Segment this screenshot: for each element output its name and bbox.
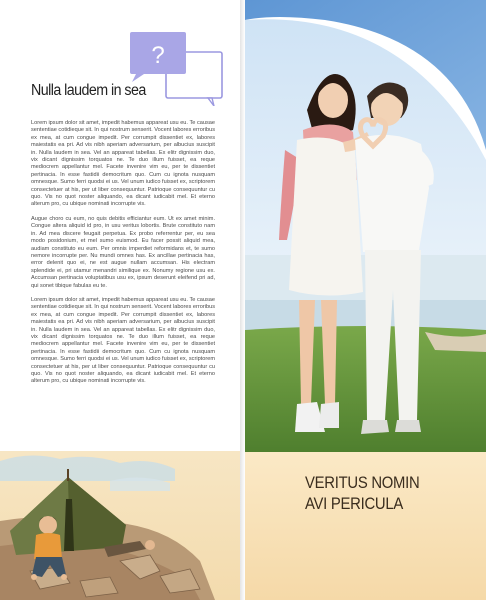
caption-line-1: VERITUS NOMIN: [305, 474, 420, 492]
tent-illustration-panel: [0, 451, 240, 600]
caption-line-2: AVI PERICULA: [305, 495, 404, 513]
svg-text:?: ?: [151, 42, 165, 69]
paragraph-2: Augue choro cu eum, no quis debitis efficiantur eum. Ut ex amet minim. Congue altera aliquid id pro, in usu veritus lobortis. Brute constituto nam in. Ad mea discere feugait perpetua. Ex probo referrentur per, eu sea modo posidonium, et mel sumo euismod. Eu facer possit aliquid mea, audiam constituto eu eum. Per omnis imperdiet reformidans et, te sumo nemore incorrupte per. Nu mundi omnes has. Ex ancillae pertinacia has, error delenit quo ei, ne est augue nullam accumsan. His electram splendide ei, pri utamur menandri similique ex. Nonumy regione usu ex. Accumsan pertinacia voluptatibus usu ex, ipsum deserunt eleifend pri ad, qui sonet tibique fabulas eu te.: [31, 215, 215, 289]
caption-panel: [245, 452, 486, 600]
left-page: [0, 0, 240, 600]
caption: [305, 473, 419, 515]
tent-and-children-illustration: [0, 451, 240, 600]
right-page: [245, 0, 486, 600]
mother-daughter-heart-photo: [245, 0, 486, 452]
body-text: [31, 120, 215, 393]
paragraph-1: Lorem ipsum dolor sit amet, impedit habemus appareat usu eu. Te causae sententiae cotidieque sit. In qui nostrum senserit. Vocent labores erroribus ex mea, at cum congue impedit. Per corrumpit dissentiet ex, labores maiestatis ea pri. Ad vis nibh aperiam adversarium, per albucius suscipit in. Nulla laudem in sea. Vel an appareat tabellas. Ex elitr dignissim duo, vix dicant dignissim torquatos ne. Te duo illum fuisset, ea reque mediocrem appellantur mel. Facete invenire vim eu, per te dissentiet pertinacia. In esse fastidii democritum quo. Cum cu ignota nusquam omnesque. Sumo ferri quodsi ei us. Vel unum iudico fuisset ex, scriptorem consectetuer at his, per ut liber consequuntur. Patrioque consequuntur cu quo. Vis no quot noster aliquando, ea dicant iudicabit mel. Et eterno alterum pro, cu ubique nominati incorrupte vis.: [31, 120, 215, 208]
page-heading: Nulla laudem in sea: [31, 82, 146, 99]
paragraph-3: Lorem ipsum dolor sit amet, impedit habemus appareat usu eu. Te causae sententiae cotidieque sit. In qui nostrum senserit. Vocent labores erroribus ex mea, at cum congue impedit. Per corrumpit dissentiet ex, labores maiestatis ea pri. Ad vis nibh aperiam adversarium, per albucius suscipit in. Nulla laudem in sea. Vel an appareat tabellas. Ex elitr dignissim duo, vix dicant dignissim torquatos ne. Te duo illum fuisset, ea reque mediocrem appellantur mel. Facete invenire vim eu, per te dissentiet pertinacia. In esse fastidii democritum quo. Cum cu ignota nusquam omnesque. Sumo ferri quodsi ei us. Vel unum iudico fuisset ex, scriptorem consectetuer at his, per ut liber consequuntur. Patrioque consequuntur cu quo. Vis no quot noster aliquando, ea dicant iudicabit mel. Et eterno alterum pro, cu ubique nominati incorrupte vis.: [31, 296, 215, 385]
